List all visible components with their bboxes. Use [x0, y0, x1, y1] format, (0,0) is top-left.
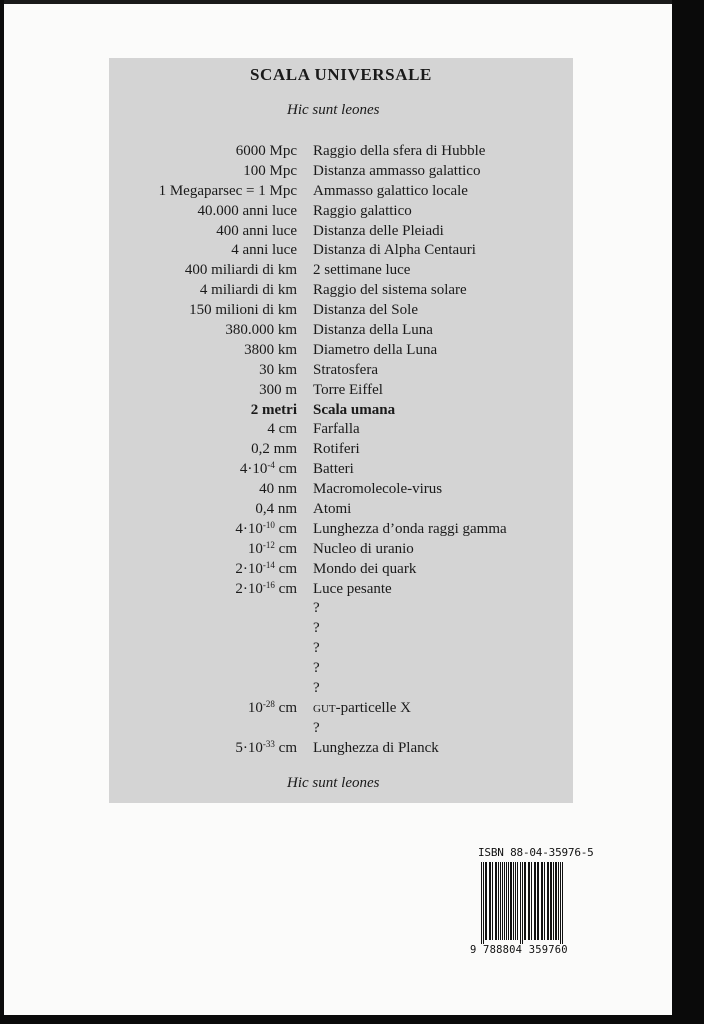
row-description: Nucleo di uranio: [313, 540, 414, 557]
scale-row: [109, 142, 573, 162]
scan-border-right: [672, 0, 704, 1024]
row-value: $2\cdot 10^{-16}$ cm: [235, 579, 297, 597]
epigraph-top: Hic sunt leones: [287, 102, 380, 118]
scale-row: [109, 580, 573, 600]
row-value: 2 metri: [250, 401, 297, 418]
scale-row: [109, 440, 573, 460]
row-description: Lunghezza d’onda raggi gamma: [313, 520, 507, 537]
row-description: ?: [313, 640, 320, 657]
row-description: Ammasso galattico locale: [313, 182, 468, 199]
row-value: 6000 Mpc: [235, 143, 297, 159]
panel-title: SCALA UNIVERSALE: [249, 65, 432, 84]
row-value: $2\cdot 10^{-14}$ cm: [235, 559, 297, 577]
scale-table: [109, 142, 573, 759]
row-value: $5\cdot 10^{-33}$ cm: [235, 738, 297, 756]
barcode-bars-icon: [480, 862, 588, 948]
row-value: 30 km: [259, 361, 297, 378]
row-description: Torre Eiffel: [313, 381, 383, 398]
row-description: Diametro della Luna: [313, 341, 438, 358]
row-description: Distanza del Sole: [313, 302, 418, 319]
row-description: Distanza ammasso galattico: [313, 162, 481, 179]
row-value: 4 miliardi di km: [199, 282, 297, 299]
row-value: 40 nm: [259, 481, 297, 498]
row-value: 0,2 mm: [251, 441, 297, 458]
scale-row: [109, 420, 573, 440]
row-description: Raggio della sfera di Hubble: [313, 143, 486, 159]
row-value: $10^{-12}$ cm: [247, 539, 297, 557]
epigraph-bottom: Hic sunt leones: [287, 775, 380, 791]
scale-row: [109, 560, 573, 580]
scale-row-unknown: [109, 719, 573, 739]
scan-border-bottom: [0, 1015, 704, 1024]
row-description: ?: [313, 719, 320, 736]
row-description: 2 settimane luce: [313, 262, 411, 279]
row-value: 150 milioni di km: [189, 302, 297, 319]
scale-row: [109, 281, 573, 301]
row-description: Distanza delle Pleiadi: [313, 222, 444, 239]
scale-row: [109, 540, 573, 560]
row-description: Rotiferi: [313, 441, 360, 458]
row-description: Distanza della Luna: [313, 322, 433, 339]
scale-row: [109, 182, 573, 202]
row-value: 40.000 anni luce: [197, 202, 297, 219]
row-value: $10^{-28}$ cm: [247, 698, 297, 716]
scale-row: [109, 222, 573, 242]
isbn-label: ISBN 88-04-35976-5: [478, 846, 594, 859]
row-value: 400 miliardi di km: [184, 262, 297, 279]
scale-row: [109, 261, 573, 281]
row-description: ?: [313, 600, 320, 617]
isbn-barcode: [470, 846, 594, 958]
scale-row: [109, 162, 573, 182]
scale-row: [109, 341, 573, 361]
scale-row: [109, 500, 573, 520]
row-description: ?: [313, 660, 320, 677]
scale-row: [109, 460, 573, 480]
row-value: 100 Mpc: [243, 162, 297, 179]
row-description: Luce pesante: [313, 580, 392, 597]
scale-row: [109, 241, 573, 261]
row-description: Macromolecole-virus: [313, 481, 443, 498]
row-description: Lunghezza di Planck: [313, 739, 439, 756]
scale-panel: [109, 58, 573, 803]
row-value: $4\cdot 10^{-4}$ cm: [239, 460, 297, 478]
row-value: 4 cm: [267, 421, 297, 438]
row-description: Raggio galattico: [313, 202, 412, 219]
scale-row: [109, 699, 573, 719]
row-value: 1 Megaparsec = 1 Mpc: [158, 182, 297, 199]
row-value: 4 anni luce: [231, 242, 297, 259]
row-description: Raggio del sistema solare: [313, 282, 467, 299]
row-description: Distanza di Alpha Centauri: [313, 242, 476, 259]
scale-row: [109, 520, 573, 540]
scale-row-unknown: [109, 599, 573, 619]
row-description: ?: [313, 620, 320, 637]
row-description: ?: [313, 680, 320, 697]
scale-row: [109, 301, 573, 321]
row-description: Scala umana: [313, 401, 396, 418]
row-value: 300 m: [259, 381, 297, 398]
scale-row: [109, 480, 573, 500]
scale-row: [109, 202, 573, 222]
row-value: $4\cdot 10^{-10}$ cm: [235, 519, 297, 537]
scale-row: [109, 381, 573, 401]
scale-row: [109, 739, 573, 759]
scale-row-unknown: [109, 639, 573, 659]
row-description: Batteri: [313, 461, 354, 478]
row-value: 380.000 km: [225, 322, 297, 339]
scale-row-unknown: [109, 619, 573, 639]
row-description: Farfalla: [313, 421, 360, 438]
row-value: 400 anni luce: [216, 222, 297, 239]
row-description: Stratosfera: [313, 361, 378, 378]
row-value: 0,4 nm: [255, 501, 297, 518]
ean-digits: 9 788804 359760: [470, 944, 568, 956]
scale-row-unknown: [109, 679, 573, 699]
row-description: Atomi: [313, 501, 352, 518]
scale-row-unknown: [109, 659, 573, 679]
row-description: GUT-particelle X: [313, 699, 411, 716]
scale-row: [109, 321, 573, 341]
scale-row: [109, 361, 573, 381]
row-value: 3800 km: [244, 341, 297, 358]
row-description: Mondo dei quark: [313, 560, 417, 577]
scale-row-human: [109, 401, 573, 421]
